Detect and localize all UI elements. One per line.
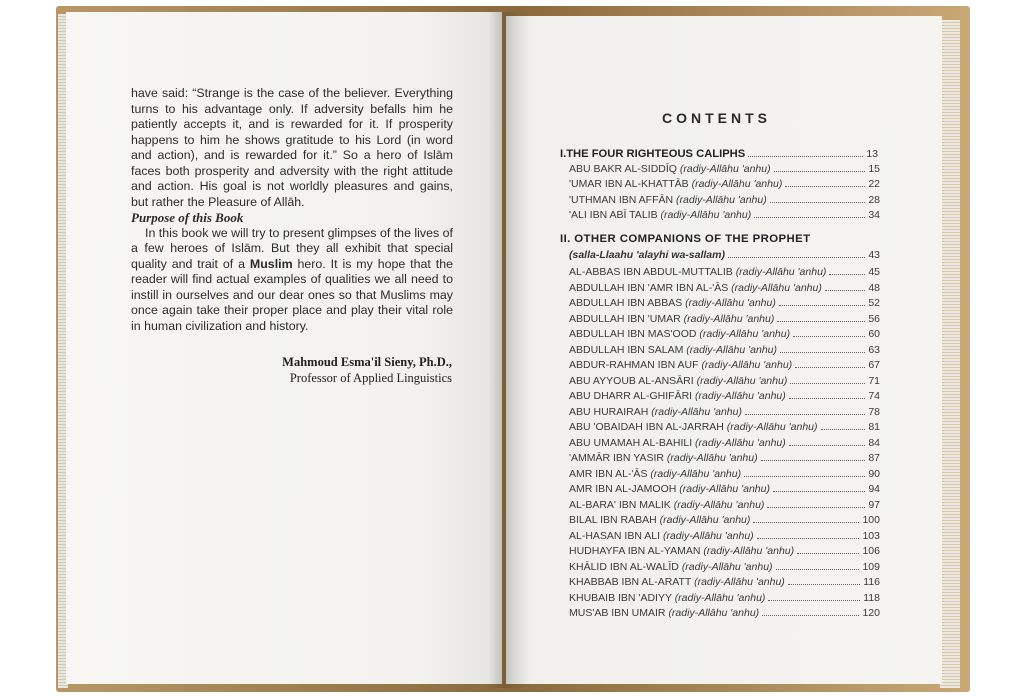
toc-entry [569, 161, 880, 175]
toc-leader [744, 476, 865, 477]
signature-name: Mahmoud Esma'il Sieny, Ph.D., [282, 355, 452, 369]
toc-entry-name: ABDULLAH IBN MAS'OOD [569, 328, 700, 340]
toc-entry-honorific: (radiy-Allāhu 'anhu) [674, 591, 766, 604]
toc-leader [829, 274, 865, 275]
toc-entry [569, 295, 880, 309]
toc-entry-honorific: (radiy-Allāhu 'anhu) [668, 607, 760, 619]
toc-entry [569, 419, 880, 433]
toc-entry-name: ABDUR-RAHMAN IBN AUF [569, 359, 702, 371]
toc-leader [793, 336, 865, 337]
toc-entry-name: ABDULLAH IBN 'UMAR [569, 312, 684, 325]
toc-entry [569, 311, 880, 325]
toc-entry-title [569, 499, 764, 511]
toc-entry-page: 45 [868, 266, 880, 278]
toc-entry-page: 22 [868, 178, 880, 191]
toc-entry-name: ABU AYYOUB AL-ANSĀRI [569, 374, 697, 387]
toc-entry [569, 207, 880, 221]
toc-entry-page: 84 [868, 436, 880, 449]
toc-entry [569, 404, 880, 418]
toc-entry-honorific: (radiy-Allāhu 'anhu) [735, 266, 827, 278]
toc-entry-page: 97 [868, 498, 880, 511]
toc-entry-page: 103 [862, 529, 880, 542]
toc-entry-honorific: (radiy-Allāhu 'anhu) [726, 421, 818, 433]
toc-entry-name: HUDHAYFA IBN AL-YAMAN [569, 545, 704, 557]
toc-leader [770, 202, 866, 203]
toc-entry-name: ABU 'OBAIDAH IBN AL-JARRAH [569, 421, 727, 433]
toc-entry-title [569, 163, 771, 175]
toc-leader [785, 186, 865, 187]
toc-entry-title [569, 514, 750, 526]
toc-leader [753, 522, 859, 523]
toc-entry-honorific: (radiy-Allāhu 'anhu) [681, 560, 773, 573]
toc-leader [761, 460, 866, 461]
toc-entry-title [569, 561, 773, 573]
purpose-heading: Purpose of this Book [131, 210, 244, 225]
toc-entry-name: MUS'AB IBN UMAIR [569, 607, 669, 619]
toc-entry-name: AL-BARA' IBN MALIK [569, 498, 674, 511]
toc-entry-honorific: (radiy-Allāhu 'anhu) [694, 576, 785, 588]
toc-entry-title [569, 359, 792, 371]
toc-entry-page: 67 [868, 359, 880, 371]
toc-leader [754, 217, 865, 218]
toc-entry-name: KHUBAIB IBN 'ADIYY [569, 591, 675, 604]
toc-entry-title [569, 209, 751, 221]
toc-entry [569, 450, 880, 464]
paragraph-2-bold: Muslim [249, 256, 293, 271]
toc-entry-name: BILAL IBN RABAH [569, 514, 660, 526]
toc-entry-name: AMR IBN AL-JAMOOH [569, 483, 680, 495]
toc-entry-page: 81 [868, 421, 880, 433]
toc-entry-name: AL-HASAN IBN ALI [569, 529, 663, 542]
toc-leader [780, 352, 865, 353]
toc-entry-title [569, 390, 786, 402]
toc-leader [757, 538, 860, 539]
toc-leader [776, 569, 860, 570]
toc-entry [569, 176, 880, 190]
toc-entry-honorific: (radiy-Allāhu 'anhu) [666, 452, 758, 464]
toc-entry-title [569, 297, 776, 309]
toc-entry-name: 'UMAR IBN AL-KHATTĀB [569, 178, 692, 191]
toc-entry-title [569, 468, 741, 480]
toc-leader [821, 429, 866, 430]
toc-entry [569, 497, 880, 511]
toc-entry-page: 87 [868, 452, 880, 464]
toc-leader [825, 290, 865, 291]
toc-entry-title [569, 266, 826, 278]
toc-entry [569, 481, 880, 495]
toc-leader [777, 321, 865, 322]
toc-entry [569, 559, 880, 573]
toc-entry-title [569, 178, 782, 190]
toc-entry-name: AMR IBN AL-'ĀS [569, 467, 651, 480]
toc-leader [748, 156, 863, 157]
toc-entry-honorific: (radiy-Allāhu 'anhu) [701, 359, 793, 371]
toc-entry-page: 60 [868, 328, 880, 340]
paragraph-2-start: In this book we will try to present glimpses of the lives of a few heroes of Islām. But they all exhibit that special quality and trait of a [131, 225, 453, 271]
toc-entry [569, 373, 880, 387]
toc-section-1 [560, 146, 878, 160]
toc-entry [569, 326, 880, 340]
toc-entry-page: 34 [868, 209, 880, 222]
toc-entry-name: AL-ABBAS IBN ABDUL-MUTTALIB [569, 266, 736, 278]
toc-entry-title [569, 375, 787, 387]
toc-entry-honorific: (radiy-Allāhu 'anhu) [691, 178, 783, 191]
toc-entry-honorific: (radiy-Allāhu 'anhu) [660, 209, 752, 222]
toc-entry-page: 118 [863, 591, 880, 604]
toc-entry-page: 78 [868, 405, 880, 418]
toc-entry-page: 48 [868, 281, 880, 294]
toc-entry-name: 'UTHMAN IBN AFFĀN [569, 193, 677, 206]
left-page-text [131, 86, 453, 334]
toc-entry-title [569, 328, 790, 340]
toc-entry-honorific: (radiy-Allāhu 'anhu) [695, 390, 786, 402]
toc-entry-name: ABU UMAMAH AL-BAHILI [569, 436, 696, 449]
toc-section-1-title: I.THE FOUR RIGHTEOUS CALIPHS [560, 148, 746, 160]
toc-entry-page: 52 [868, 297, 880, 309]
toc-leader [789, 398, 866, 399]
toc-entry-name: ABU BAKR AL-SIDDĪQ [569, 163, 680, 175]
toc-entry-honorific: (radiy-Allāhu 'anhu) [676, 193, 767, 206]
toc-entry-title [569, 483, 770, 495]
toc-entry-title [569, 406, 742, 418]
toc-entry [569, 435, 880, 449]
toc-entry-page: 109 [862, 560, 880, 573]
toc-leader [795, 367, 865, 368]
toc-leader [773, 491, 865, 492]
toc-entry-title [569, 282, 822, 294]
toc-entry-name: ABU DHARR AL-GHIFĀRI [569, 390, 696, 402]
toc-entry-title [569, 576, 785, 588]
toc-entry-name: ABDULLAH IBN 'AMR IBN AL-'ĀS [569, 281, 732, 294]
toc-entry [569, 192, 880, 206]
toc-entry-honorific: (radiy-Allāhu 'anhu) [731, 281, 822, 294]
toc-leader [779, 305, 865, 306]
toc-entry-page: 15 [868, 163, 880, 175]
toc-section-2-subtitle-row [569, 249, 880, 261]
toc-section-1-page: 13 [866, 148, 878, 160]
page-edges-right [940, 20, 960, 688]
toc-entry [569, 388, 880, 402]
toc-entry [569, 605, 880, 619]
toc-entry [569, 342, 880, 356]
toc-entry-honorific: (radiy-Allāhu 'anhu) [695, 436, 786, 449]
toc-entry-page: 74 [868, 390, 880, 402]
paragraph-2-end: hero. It is my hope that the reader will find actual examples of qualities we all need to instill in ourselves and our dear ones so that Muslims may once again take their proper place and play their vital role in human civilization and history. [131, 256, 453, 333]
toc-leader [788, 584, 860, 585]
toc-leader [728, 257, 865, 258]
toc-entry [569, 574, 880, 588]
signature [250, 354, 452, 386]
toc-entry-page: 94 [868, 483, 880, 495]
toc-section-2-subtitle: (salla-Llaahu 'alayhi wa-sallam) [569, 249, 725, 261]
toc-leader [789, 445, 866, 446]
toc-entry-title [569, 592, 765, 604]
toc-entry-honorific: (radiy-Allāhu 'anhu) [651, 405, 742, 418]
toc-entry [569, 264, 880, 278]
toc-entry [569, 280, 880, 294]
toc-entry-honorific: (radiy-Allāhu 'anhu) [685, 297, 776, 309]
signature-title: Professor of Applied Linguistics [289, 371, 452, 385]
toc-entry-honorific: (radiy-Allāhu 'anhu) [659, 514, 751, 526]
toc-entry-page: 106 [862, 545, 880, 557]
toc-entry [569, 512, 880, 526]
paragraph-1: have said: “Strange is the case of the believer. Everything turns to his advantage only. If adversity befalls him he patiently accepts it, and is rewarded for it. If prosperity happens to him he shows gratitude to his Lord (in word and action), and is rewarded for it.” So a hero of Islām faces both prosperity and adversity with the right attitude and action. His goal is not worldly pleasures and gains, but rather the Pleasure of Allāh. [131, 86, 453, 209]
toc-entry-title [569, 194, 767, 206]
toc-entry-honorific: (radiy-Allāhu 'anhu) [673, 498, 765, 511]
toc-entry-title [569, 313, 774, 325]
toc-entry-name: 'ALI IBN ABĪ TALIB [569, 209, 661, 222]
toc-leader [745, 414, 865, 415]
paragraph-2 [131, 226, 453, 335]
toc-entry-name: ABDULLAH IBN ABBAS [569, 297, 686, 309]
toc-leader [790, 383, 865, 384]
toc-entry-title [569, 545, 794, 557]
toc-entry-name: 'AMMĀR IBN YASIR [569, 452, 667, 464]
toc-entry-honorific: (radiy-Allāhu 'anhu) [703, 545, 795, 557]
toc-entry-title [569, 437, 786, 449]
toc-entry-page: 100 [862, 514, 880, 526]
toc-entry-title [569, 344, 777, 356]
toc-entry-honorific: (radiy-Allāhu 'anhu) [696, 374, 788, 387]
gutter-shadow [488, 12, 528, 688]
toc-section-2-page: 43 [868, 249, 880, 261]
toc-entry-honorific: (radiy-Allāhu 'anhu) [679, 483, 770, 495]
toc-entry-page: 71 [868, 374, 880, 387]
toc-entry-page: 116 [863, 576, 880, 588]
toc-entry-honorific: (radiy-Allāhu 'anhu) [686, 343, 778, 356]
toc-entry-title [569, 452, 758, 464]
toc-entry-page: 90 [868, 467, 880, 480]
toc-entry-page: 28 [868, 193, 880, 206]
toc-entry [569, 466, 880, 480]
toc-section-2-title: II. OTHER COMPANIONS OF THE PROPHET [560, 233, 811, 245]
toc-entry [569, 543, 880, 557]
toc-entry-honorific: (radiy-Allāhu 'anhu) [662, 529, 754, 542]
toc-entry-name: KHABBAB IBN AL-ARATT [569, 576, 695, 588]
toc-entry-title [569, 421, 818, 433]
toc-entry [569, 528, 880, 542]
toc-leader [768, 600, 860, 601]
toc-entry-title [569, 607, 759, 619]
toc-leader [797, 553, 859, 554]
toc-entry [569, 357, 880, 371]
toc-leader [767, 507, 865, 508]
toc-entry-name: KHĀLID IBN AL-WALĪD [569, 560, 682, 573]
toc-entry-page: 63 [868, 343, 880, 356]
contents-title: CONTENTS [662, 110, 771, 126]
toc-entry [569, 590, 880, 604]
toc-entry-name: ABDULLAH IBN SALAM [569, 343, 687, 356]
toc-entry-name: ABU HURAIRAH [569, 405, 652, 418]
toc-entry-honorific: (radiy-Allāhu 'anhu) [679, 163, 771, 175]
toc-entry-title [569, 530, 754, 542]
toc-entry-page: 120 [862, 607, 880, 619]
toc-entry-honorific: (radiy-Allāhu 'anhu) [699, 328, 791, 340]
toc-leader [762, 615, 859, 616]
toc-entry-honorific: (radiy-Allāhu 'anhu) [650, 467, 742, 480]
toc-entry-honorific: (radiy-Allāhu 'anhu) [683, 312, 775, 325]
toc-leader [774, 171, 866, 172]
toc-entry-page: 56 [868, 312, 880, 325]
